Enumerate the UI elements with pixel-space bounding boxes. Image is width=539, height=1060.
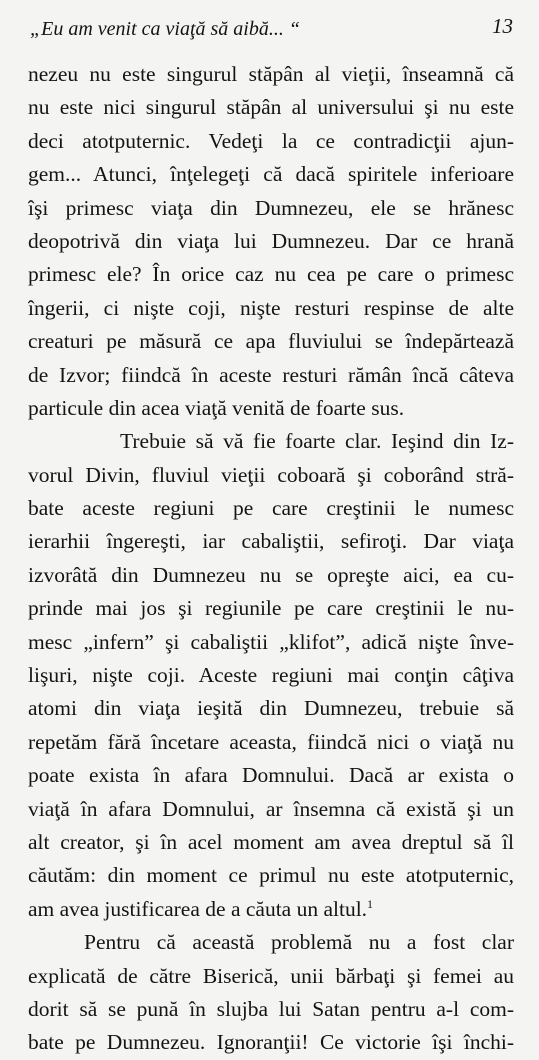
text-line: dorit să se pună în slujba lui Satan pentru a-l com- — [28, 996, 514, 1021]
running-head: „Eu am venit ca viaţă să aibă... “ — [30, 18, 300, 40]
text-line: izvorâtă din Dumnezeu nu se opreşte aici, ea cu- — [28, 562, 514, 587]
paragraph-2 — [28, 425, 514, 926]
text-line: bate aceste regiuni pe care creştinii le numesc — [28, 496, 514, 521]
text-line: mesc „infern” şi cabaliştii „klifot”, adică nişte înve- — [28, 629, 514, 654]
text-line: repetăm fără încetare aceasta, fiindcă nici o viaţă nu — [28, 729, 514, 754]
text-line: atomi din viaţa ieşită din Dumnezeu, trebuie să — [28, 696, 514, 721]
text-line: viaţă în afara Domnului, ar însemna că există şi un — [28, 796, 514, 821]
text-line: îşi primesc viaţa din Dumnezeu, ele se hrănesc — [28, 195, 514, 220]
text-line: nu este nici singurul stăpân al universului şi nu este — [28, 95, 514, 120]
text-line — [28, 893, 514, 926]
text-line: căutăm: din moment ce primul nu este atotputernic, — [28, 863, 514, 888]
text-line: deopotrivă din viaţa lui Dumnezeu. Dar ce hrană — [28, 228, 514, 253]
text-line: nezeu nu este singurul stăpân al vieţii, înseamnă că — [28, 62, 514, 86]
text-line: îngerii, ci nişte coji, nişte resturi respinse de alte — [28, 295, 514, 320]
text-line: lişuri, nişte coji. Aceste regiuni mai conţin câţiva — [28, 663, 514, 688]
body-text — [28, 58, 514, 1060]
text-line: bate pe Dumnezeu. Ignoranţii! Ce victorie îşi închi- — [28, 1030, 514, 1055]
text-line: Pentru că această problemă nu a fost clar — [84, 930, 514, 955]
footnote-ref: 1 — [367, 896, 374, 911]
text-line: prinde mai jos şi regiunile pe care creştinii le nu- — [28, 596, 514, 621]
text-line: primesc ele? În orice caz nu cea pe care o primesc — [28, 262, 514, 287]
text-line: alt creator, şi în acel moment am avea dreptul să îl — [28, 829, 514, 854]
text-line: ierarhii îngereşti, iar cabaliştii, sefiroţi. Dar viaţa — [28, 529, 514, 554]
text-line: explicată de către Biserică, unii bărbaţi şi femei au — [28, 963, 514, 988]
text-line: vorul Divin, fluviul vieţii coboară şi coborând stră- — [28, 462, 514, 487]
text-line: gem... Atunci, înţelegeţi că dacă spiritele inferioare — [28, 162, 514, 187]
text-line-content: am avea justificarea de a căuta un altul. — [28, 896, 368, 921]
paragraph-1 — [28, 58, 514, 425]
text-line: Trebuie să vă fie foarte clar. Ieşind din Iz- — [120, 429, 514, 454]
paragraph-3 — [28, 926, 514, 1060]
text-line: particule din acea viaţă venită de foarte sus. — [28, 395, 405, 420]
text-line: deci atotputernic. Vedeţi la ce contradicţii ajun- — [28, 128, 514, 153]
text-line: creaturi pe măsură ce apa fluviului se îndepărtează — [28, 329, 514, 354]
page-number: 13 — [492, 14, 513, 38]
text-line: poate exista în afara Domnului. Dacă ar exista o — [28, 763, 514, 788]
text-line: de Izvor; fiindcă în aceste resturi rămân încă câteva — [28, 362, 514, 387]
